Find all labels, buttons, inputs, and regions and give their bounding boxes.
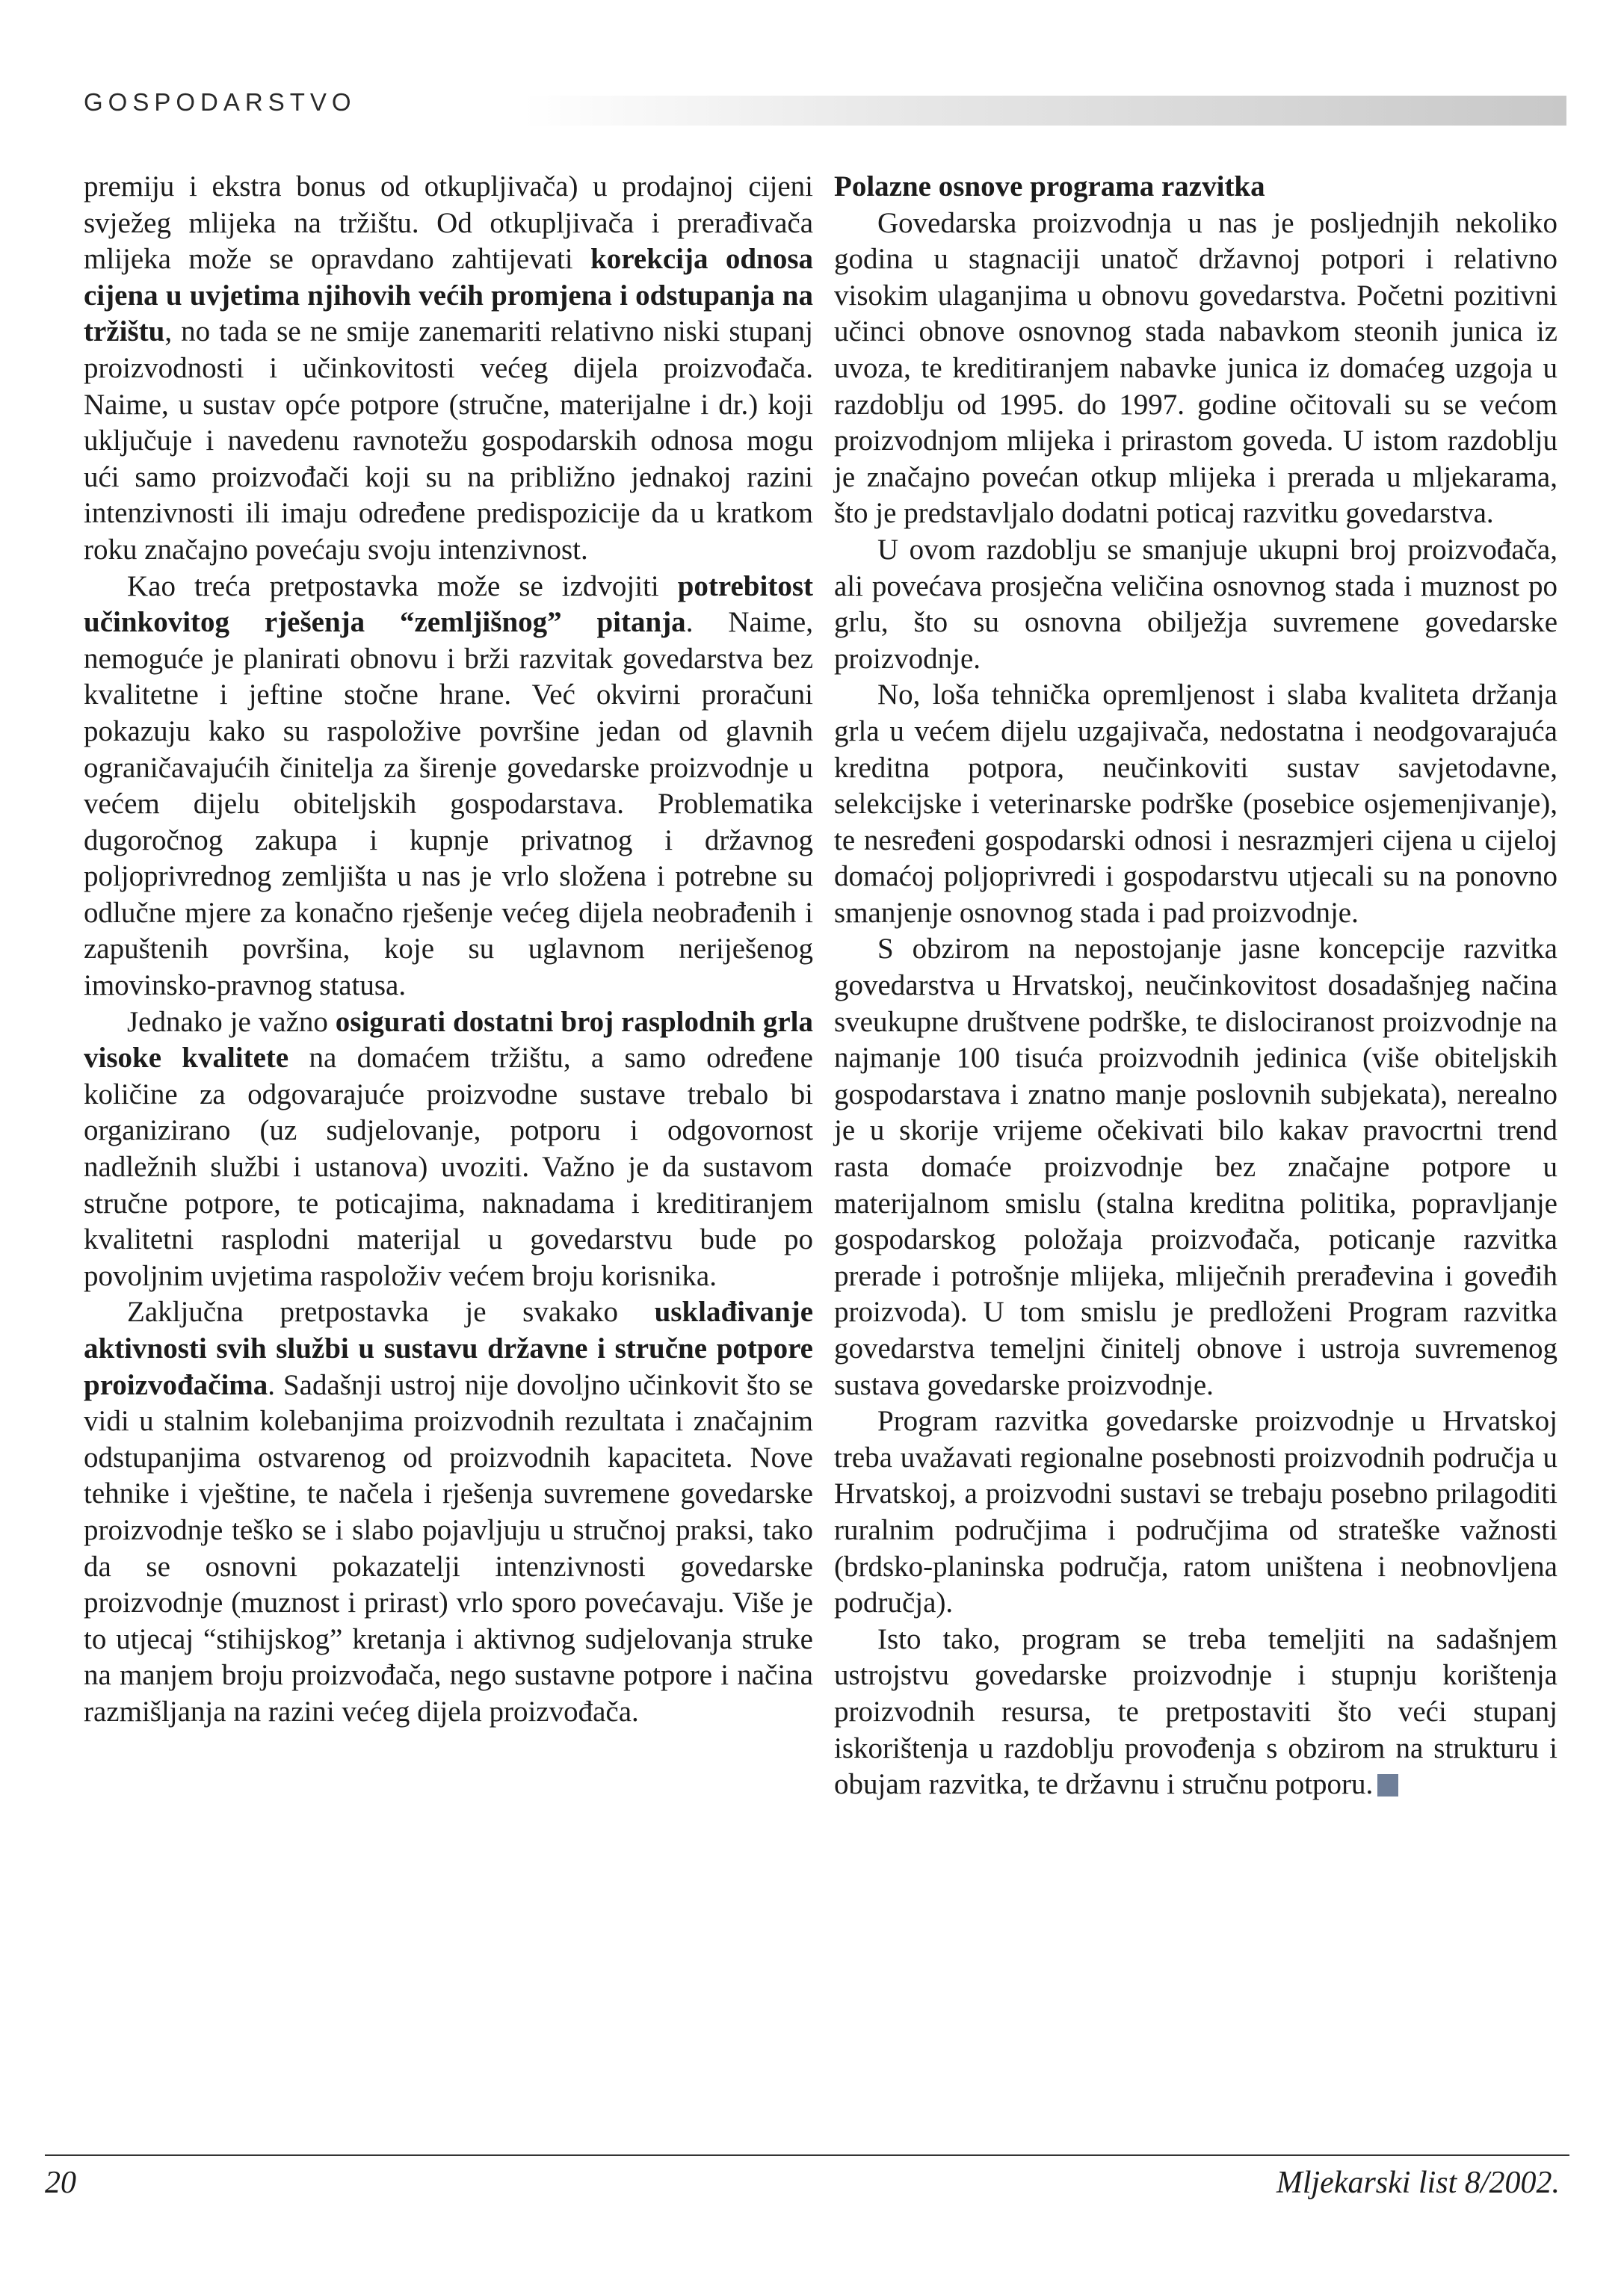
right-paragraph-6: Isto tako, program se treba temeljiti na sadašnjem ustrojstvu govedarske proizvodnje i stupnju korištenja proizvodnih resursa, te pretpostaviti što veći stupanj iskorištenja u razdoblju provođenja s obzirom na strukturu i obujam razvitka, te državnu i stručnu potporu. bbox=[834, 1622, 1557, 1801]
right-paragraph-4: S obzirom na nepostojanje jasne koncepcije razvitka govedarstva u Hrvatskoj, neučinkovitost dosadašnjeg načina sveukupne društvene podrške, te dislociranost proizvodnje na najmanje 100 tisuća proizvodnih jedinica (više obiteljskih gospodarstava i znatno manje poslovnih subjekata), nerealno je u skorije vrijeme očekivati bilo kakav pravocrtni trend rasta domaće proizvodnje bez značajne potpore u materijalnom smislu (stalna kreditna politika, popravljanje gospodarskog položaja proizvođača, poticanje razvitka prerade i potrošnje mlijeka, mliječnih prerađevina i goveđih proizvoda). U tom smislu je predloženi Program razvitka govedarstva temeljni činitelj obnove i ustroja suvremenog sustava govedarske proizvodnje. bbox=[834, 933, 1557, 1401]
footer-rule bbox=[45, 2154, 1569, 2156]
section-heading: Polazne osnove programa razvitka bbox=[834, 170, 1265, 203]
left-paragraph-4: Zaključna pretpostavka je svakako usklađivanje aktivnosti svih službi u sustavu državne i stručne potpore proizvođačima. Sadašnji ustroj nije dovoljno učinkovit što se vidi u stalnim kolebanjima proizvodnih rezultata i značajnim odstupanjima ostvarenog od proizvodnih kapaciteta. Nove tehnike i vještine, te načela i rješenja suvremene govedarske proizvodnje teško se i slabo pojavljuju u stručnoj praksi, tako da se osnovni pokazatelji intenzivnosti govedarske proizvodnje (muznost i prirast) vrlo sporo povećavaju. Više je to utjecaj “stihijskog” kretanja i aktivnog sudjelovanja struke na manjem broju proizvođača, nego sustavne potpore i načina razmišljanja na razini većeg dijela proizvođača. bbox=[84, 1296, 813, 1728]
left-paragraph-2: Kao treća pretpostavka može se izdvojiti potrebitost učinkovitog rješenja “zemljišnog” pitanja. Naime, nemoguće je planirati obnovu i brži razvitak govedarstva bez kvalitetne i jeftine stočne hrane. Već okvirni proračuni pokazuju kako su raspoložive površine jedan od glavnih ograničavajućih činitelja za širenje govedarske proizvodnje u većem dijelu obiteljskih gospodarstava. Problematika dugoročnog zakupa i kupnje privatnog i državnog poljoprivrednog zemljišta u nas je vrlo složena i potrebne su odlučne mjere za konačno rješenje većeg dijela neobrađenih i zapuštenih površina, koje su uglavnom neriješenog imovinsko-pravnog statusa. bbox=[84, 569, 813, 1002]
right-column bbox=[834, 169, 1557, 1803]
journal-citation: Mljekarski list 8/2002. bbox=[1276, 2166, 1560, 2200]
right-paragraph-2: U ovom razdoblju se smanjuje ukupni broj proizvođača, ali povećava prosječna veličina osnovnog stada i muznost po grlu, što su osnovna obilježja suvremene govedarske proizvodnje. bbox=[834, 533, 1557, 675]
header-decorative-bar bbox=[523, 96, 1566, 126]
left-paragraph-1: premiju i ekstra bonus od otkupljivača) u prodajnoj cijeni svježeg mlijeka na tržištu. Od otkupljivača i prerađivača mlijeka može se opravdano zahtijevati korekcija odnosa cijena u uvjetima njihovih većih promjena i odstupanja na tržištu, no tada se ne smije zanemariti relativno niski stupanj proizvodnosti i učinkovitosti većeg dijela proizvođača. Naime, u sustav opće potpore (stručne, materijalne i dr.) koji uključuje i navedenu ravnotežu gospodarskih odnosa mogu ući samo proizvođači koji su na približno jednakoj razini intenzivnosti ili imaju određene predispozicije da u kratkom roku značajno povećaju svoju intenzivnost. bbox=[84, 170, 813, 566]
right-paragraph-3: No, loša tehnička opremljenost i slaba kvaliteta držanja grla u većem dijelu uzgajivača, nedostatna i neodgovarajuća kreditna potpora, neučinkoviti sustav savjetodavne, selekcijske i veterinarske podrške (posebice osjemenjivanje), te nesređeni gospodarski odnosi i nesrazmjeri cijena u cijeloj domaćoj poljoprivredi i gospodarstvu utjecali su na ponovno smanjenje osnovnog stada i pad proizvodnje. bbox=[834, 679, 1557, 929]
page-number: 20 bbox=[45, 2166, 76, 2200]
section-header: GOSPODARSTVO bbox=[84, 88, 356, 116]
right-paragraph-5: Program razvitka govedarske proizvodnje u Hrvatskoj treba uvažavati regionalne posebnosti proizvodnih područja u Hrvatskoj, a proizvodni sustavi se trebaju posebno prilagoditi ruralnim područjima i područjima od strateške važnosti (brdsko-planinska područja, ratom uništena i neobnovljena područja). bbox=[834, 1405, 1557, 1619]
left-paragraph-3: Jednako je važno osigurati dostatni broj rasplodnih grla visoke kvalitete na domaćem tržištu, a samo određene količine za odgovarajuće proizvodne sustave trebalo bi organizirano (uz sudjelovanje, potporu i odgovornost nadležnih službi i ustanova) uvoziti. Važno je da sustavom stručne potpore, te poticajima, naknadama i kreditiranjem kvalitetni rasplodni materijal u govedarstvu bude po povoljnim uvjetima raspoloživ većem broju korisnika. bbox=[84, 1005, 813, 1292]
end-of-article-mark bbox=[1377, 1774, 1398, 1796]
left-column bbox=[84, 169, 813, 1731]
right-paragraph-1: Govedarska proizvodnja u nas je posljednjih nekoliko godina u stagnaciji unatoč državnoj potpori i relativno visokim ulaganjima u obnovu govedarstva. Početni pozitivni učinci obnove osnovnog stada nabavkom steonih junica iz uvoza, te kreditiranjem nabavke junica iz domaćeg uzgoja u razdoblju od 1995. do 1997. godine očitovali su se većom proizvodnjom mlijeka i prirastom goveda. U istom razdoblju je značajno povećan otkup mlijeka i prerada u mljekarama, što je predstavljalo dodatni poticaj razvitku govedarstva. bbox=[834, 206, 1557, 530]
